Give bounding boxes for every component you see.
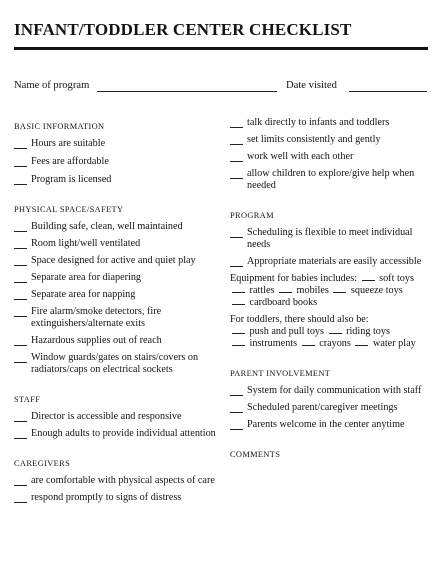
name-of-program-label: Name of program bbox=[14, 80, 90, 91]
checklist-item[interactable]: System for daily communication with staff bbox=[230, 385, 435, 397]
check-blank[interactable] bbox=[230, 178, 243, 179]
checklist-item[interactable]: Parents welcome in the center anytime bbox=[230, 419, 435, 431]
right-column bbox=[230, 117, 435, 461]
date-visited-label: Date visited bbox=[286, 80, 337, 91]
check-blank[interactable] bbox=[230, 395, 243, 396]
checklist-item[interactable]: Fire alarm/smoke detectors, fire extinguishers/alternate exits bbox=[14, 306, 219, 330]
section-heading-staff: STAFF bbox=[14, 395, 41, 404]
check-blank[interactable] bbox=[14, 316, 27, 317]
check-blank[interactable] bbox=[14, 345, 27, 346]
check-blank[interactable] bbox=[355, 345, 368, 346]
check-blank[interactable] bbox=[14, 148, 27, 149]
check-blank[interactable] bbox=[14, 265, 27, 266]
toddlers-equipment: For toddlers, there should also be: push and pull toys riding toys instruments crayons water play bbox=[230, 314, 416, 349]
check-blank[interactable] bbox=[362, 280, 375, 281]
checklist-item[interactable]: Director is accessible and responsive bbox=[14, 411, 219, 423]
left-column bbox=[14, 121, 219, 504]
date-visited-field[interactable] bbox=[349, 91, 427, 92]
page-title: INFANT/TODDLER CENTER CHECKLIST bbox=[14, 20, 352, 39]
checklist-item[interactable]: Fees are affordable bbox=[14, 156, 219, 168]
checklist-item[interactable]: Window guards/gates on stairs/covers on radiators/caps on electrical sockets bbox=[14, 352, 219, 376]
checklist-item[interactable]: allow children to explore/give help when needed bbox=[230, 168, 435, 192]
check-blank[interactable] bbox=[14, 184, 27, 185]
check-blank[interactable] bbox=[14, 231, 27, 232]
checklist-item[interactable]: set limits consistently and gently bbox=[230, 134, 435, 146]
name-of-program-field[interactable] bbox=[97, 91, 277, 92]
check-blank[interactable] bbox=[14, 421, 27, 422]
section-heading-caregivers: CAREGIVERS bbox=[14, 459, 71, 468]
checklist-item[interactable]: Room light/well ventilated bbox=[14, 238, 219, 250]
check-blank[interactable] bbox=[14, 438, 27, 439]
section-heading-program: PROGRAM bbox=[230, 211, 274, 220]
check-blank[interactable] bbox=[333, 292, 346, 293]
check-blank[interactable] bbox=[232, 292, 245, 293]
check-blank[interactable] bbox=[14, 248, 27, 249]
check-blank[interactable] bbox=[230, 161, 243, 162]
checklist-item[interactable]: Hazardous supplies out of reach bbox=[14, 335, 219, 347]
check-blank[interactable] bbox=[230, 429, 243, 430]
check-blank[interactable] bbox=[232, 304, 245, 305]
checklist-item[interactable]: Scheduled parent/caregiver meetings bbox=[230, 402, 435, 414]
section-heading-basic-information: BASIC INFORMATION bbox=[14, 122, 105, 131]
check-blank[interactable] bbox=[14, 485, 27, 486]
checklist-item[interactable]: Program is licensed bbox=[14, 174, 219, 186]
check-blank[interactable] bbox=[14, 282, 27, 283]
babies-equipment: Equipment for babies includes: soft toys rattles mobiles squeeze toys cardboard books bbox=[230, 273, 414, 308]
checklist-item[interactable]: Hours are suitable bbox=[14, 138, 219, 150]
check-blank[interactable] bbox=[14, 502, 27, 503]
section-heading-parent-involvement: PARENT INVOLVEMENT bbox=[230, 369, 331, 378]
section-heading-physical-space-safety: PHYSICAL SPACE/SAFETY bbox=[14, 205, 124, 214]
check-blank[interactable] bbox=[279, 292, 292, 293]
check-blank[interactable] bbox=[14, 299, 27, 300]
checklist-item[interactable]: Appropriate materials are easily accessible bbox=[230, 256, 435, 268]
checklist-item[interactable]: Space designed for active and quiet play bbox=[14, 255, 219, 267]
checklist-item[interactable]: work well with each other bbox=[230, 151, 435, 163]
check-blank[interactable] bbox=[14, 362, 27, 363]
checklist-item[interactable]: respond promptly to signs of distress bbox=[14, 492, 219, 504]
check-blank[interactable] bbox=[230, 144, 243, 145]
check-blank[interactable] bbox=[230, 127, 243, 128]
check-blank[interactable] bbox=[14, 166, 27, 167]
section-heading-comments: COMMENTS bbox=[230, 450, 281, 459]
checklist-item[interactable]: Enough adults to provide individual attention bbox=[14, 428, 219, 440]
check-blank[interactable] bbox=[230, 266, 243, 267]
check-blank[interactable] bbox=[329, 333, 342, 334]
checklist-item[interactable]: Scheduling is flexible to meet individual needs bbox=[230, 227, 435, 251]
checklist-item[interactable]: Building safe, clean, well maintained bbox=[14, 221, 219, 233]
check-blank[interactable] bbox=[302, 345, 315, 346]
checklist-item[interactable]: Separate area for napping bbox=[14, 289, 219, 301]
check-blank[interactable] bbox=[230, 412, 243, 413]
check-blank[interactable] bbox=[232, 333, 245, 334]
check-blank[interactable] bbox=[230, 237, 243, 238]
checklist-item[interactable]: talk directly to infants and toddlers bbox=[230, 117, 435, 129]
checklist-item[interactable]: Separate area for diapering bbox=[14, 272, 219, 284]
title-rule bbox=[14, 47, 428, 50]
check-blank[interactable] bbox=[232, 345, 245, 346]
checklist-item[interactable]: are comfortable with physical aspects of care bbox=[14, 475, 219, 487]
